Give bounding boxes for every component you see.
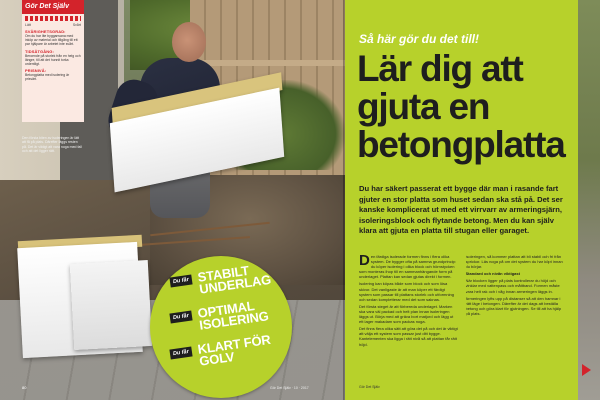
sidebar-item-label: PRISNIVÅ: xyxy=(25,68,47,74)
insulation-block-corner xyxy=(70,260,152,350)
paragraph: isoleringen, så kommer plattan att bli stabil och fri från sprickor. Läs noga på om det system du har köpt innan du börjar. xyxy=(465,254,563,270)
magazine-footer-right: Gör Det Själv xyxy=(359,385,380,389)
badge-benefit: OPTIMAL ISOLERING xyxy=(196,298,270,333)
difficulty-sidebar xyxy=(22,0,84,122)
sidebar-item-label: SVÅRIGHETSGRAD: xyxy=(25,29,66,34)
badge-row xyxy=(150,331,292,370)
man-head xyxy=(172,22,206,62)
benefits-badge xyxy=(150,256,292,398)
sidebar-item-text: Beroende på storlek från en helg och längre, till att det hunnit torka ordentligt. xyxy=(25,53,81,67)
badge-benefit: STABILT UNDERLAG xyxy=(196,262,272,297)
article-column-1 xyxy=(359,254,459,384)
badge-row xyxy=(150,262,292,298)
article-kicker: Så här gör du det till! xyxy=(359,32,480,46)
sidebar-item-label: TIDSÅTGÅNG: xyxy=(25,48,54,54)
difficulty-scale xyxy=(25,16,81,21)
paragraph: Det första steget är att förbereda underlaget. Marken ska vara väl packad och helt plan innan isoleringen läggs ut. Börja med att gräva bort matjord och lägg ut ett lager makadam som packas noga. xyxy=(359,303,454,325)
article-lead: Du har säkert passerat ett bygge där man i rasande fart gjuter en stor platta som huset sedan ska stå på. Det ser kanske komplicerat ut med ett virrvarr av armeringsjärn, isoleringsblock och flytande betong. Men du kan själv klara att gjuta en platta till stugan eller garaget. xyxy=(359,184,563,235)
sidebar-item xyxy=(25,68,81,81)
paragraph: Armeringen lyfts upp på distanser så att den hamnar i rätt läge i betongen. Därefter är det dags att beställa betong och göra klart för gjutningen. Se till att ha hjälp på plats. xyxy=(465,295,562,316)
paragraph: När blocken ligger på plats kontrollerar du höjd och vinklar med vattenpass och måttband. Formen måste vara helt rak och i våg innan armeringen läggs in. xyxy=(465,278,560,294)
continue-arrow-icon xyxy=(582,364,591,376)
photo-caption: Den första biten av isoleringen är lätt att få på plats. Därefter läggs resten på. Det är viktigt att vara noga med fall och att det ligger rätt. xyxy=(22,136,82,154)
magazine-footer-left: Gör Det Själv · 10 · 2017 xyxy=(270,386,309,390)
page-number-left: 80 xyxy=(22,385,27,390)
sidebar-item-text: Betongplatta med isolering är prisvärt. xyxy=(25,73,70,82)
difficulty-scale-labels xyxy=(25,23,81,27)
article-column-2 xyxy=(466,254,566,384)
badge-benefit: KLART FÖR GOLV xyxy=(196,331,272,369)
scale-high: Svårt xyxy=(72,23,81,27)
dropcap: D xyxy=(359,254,370,269)
badge-tag: Du får xyxy=(169,347,192,360)
paragraph: Isolering kan köpas både som block och som lösa skivor. Det vanligaste är att man köper ett färdigt system som passar till plattans storlek och utformning och sedan kompletterar med det som saknas. xyxy=(359,281,454,302)
article-headline: Lär dig att gjuta en betongplatta xyxy=(357,48,565,165)
badge-tag: Du får xyxy=(169,311,192,324)
sidebar-item xyxy=(25,29,81,47)
sidebar-title: Gör Det Själv xyxy=(22,0,84,14)
sidebar-item-text: Om du har lite bygganvana med inköp av material och tillgång till ett par hjälpare är arbetet inte svårt. xyxy=(25,34,78,47)
next-page-edge xyxy=(578,0,600,400)
article-subhead: Standard och nivån viktigast xyxy=(465,271,520,277)
badge-tag: Du får xyxy=(169,275,192,288)
right-page-article xyxy=(345,0,578,400)
scale-low: Lätt xyxy=(25,23,31,27)
paragraph: Det finns flera olika sätt att göra det på och det är viktigt att välja ett system som passar just ditt bygge. Kantelementen ska ligga i rätt nivå så att plattan får rätt höjd. xyxy=(359,326,458,347)
badge-row xyxy=(150,298,292,334)
article-body xyxy=(359,254,565,384)
paragraph: Den färdiga isolerade formen finns i flera olika system. De bygger ofta på samma grundprincip: du köper isolering i olika block och hörnstycken som monteras ihop till en sammanhängande form på underlaget. Plattan kan sedan gjutas direkt i formen. xyxy=(359,254,456,280)
sidebar-item xyxy=(25,49,81,67)
